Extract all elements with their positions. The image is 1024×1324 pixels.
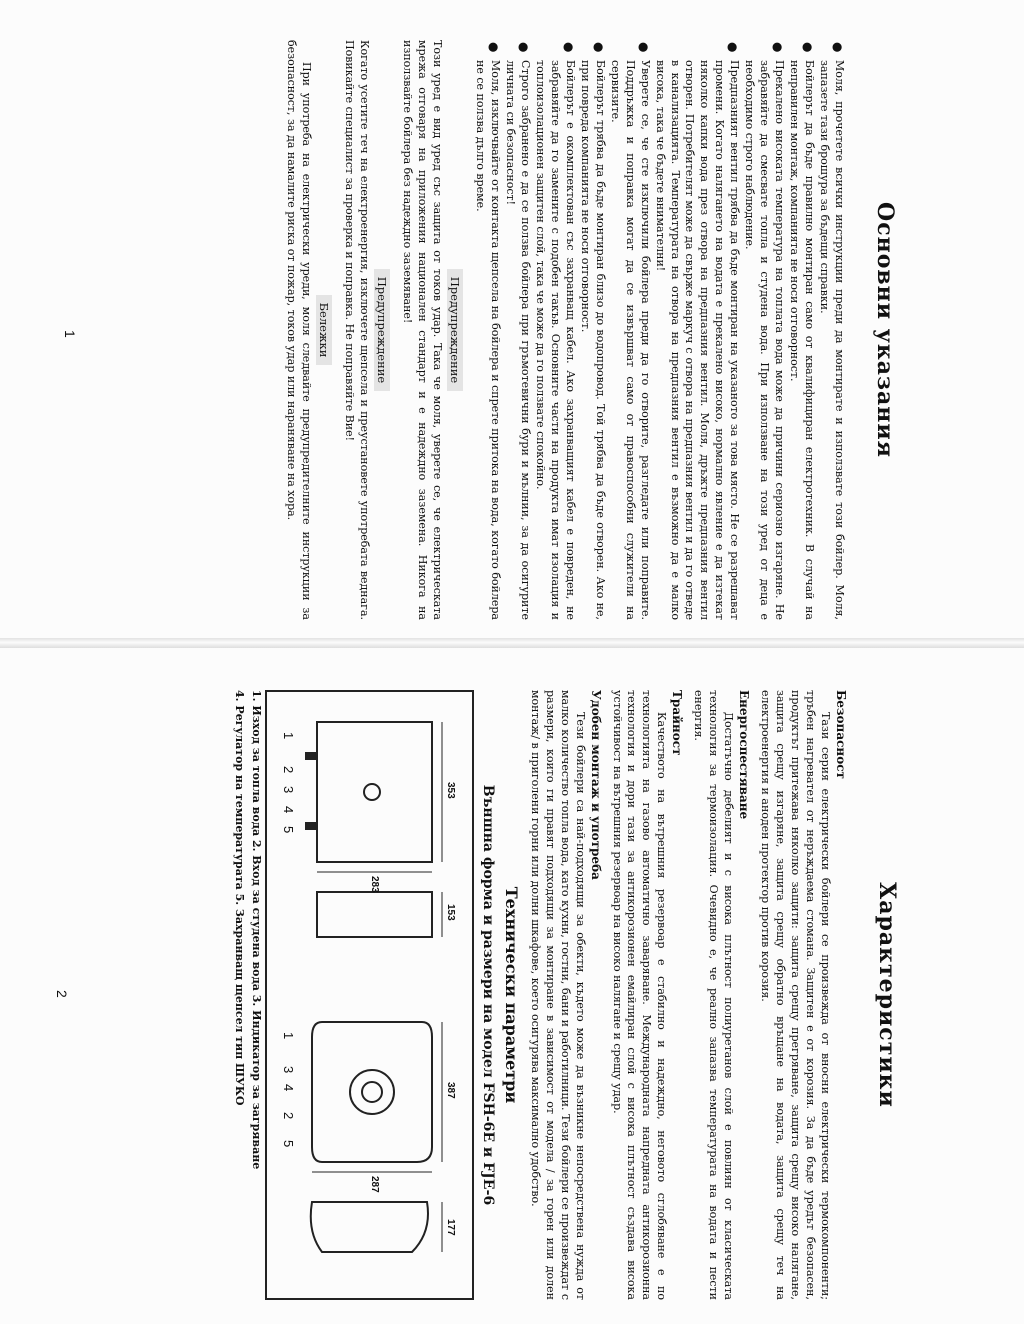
dial-outline xyxy=(350,1070,394,1114)
list-item: ● Бойлерът трябва да бъде монтиран близо до водопровод. Той трябва да бъде отворен. Ако не, при повреда компанията не носи отговорност. xyxy=(577,60,607,620)
warning-text: Този уред е вид уред със защита от токов удар. Така че моля, уверете се, че електрическата мрежа отговаря на приложения национален стандарт и е надеждно заземена. Никога на използвайте бойлера без надеждно заземяване! xyxy=(401,40,445,620)
warning-2-heading: Предупреждение xyxy=(375,40,389,620)
dimensions-drawing xyxy=(271,692,472,1298)
depth-label: 153 xyxy=(444,904,456,921)
page-1 xyxy=(38,40,898,620)
page-fold xyxy=(0,638,1024,648)
section-heading: Безопасност xyxy=(834,690,848,779)
temperature-knob-2 xyxy=(362,1082,382,1102)
list-item: ● Уверете се, че сте изключили бойлера преди да го отворите, разгледате или поправите. Поддръжка и поправка могат да се извършват само от правоспособни служители на сервизите. xyxy=(607,60,652,620)
callout-number: 5 xyxy=(280,826,296,834)
list-item: ● Прекалено високата температура на топлата вода може да причини сериозно изгаряне. Не забравяйте да смесвате топла и студена вода. При използване на този уред от деца е необходимо строго наблюдение. xyxy=(741,60,786,620)
section-text: Достатъчно дебелият и с висока плътност полиуретанов слой е повлиян от класическата технология за термоизолация. Очевидно е, че реално запазва температурата на водата и пести енергия. xyxy=(692,690,736,1300)
list-item: ● Предпазният вентил трябва да бъде монтиран на указаното за това място. Не се разрешават промени. Когато налягането на водата е прекалено високо, нормално явление е да изтекат няколко капки вода през отвора на предпазния вентил. Моля, дръжте предпазния вентил отворен. Потребителят може да свърже маркуч с отвора на предпазния вентил и да го отведе в канализацията. Температурата на отвора на предпазния вентил е възможно да е малко висока, така че бъдете внимателни! xyxy=(652,60,742,620)
temperature-knob xyxy=(364,784,380,800)
callout-number: 2 xyxy=(280,766,296,774)
instructions-list xyxy=(472,40,846,620)
hot-water-outlet xyxy=(305,752,317,760)
boiler-front-outline xyxy=(317,722,432,862)
section-heading: Трайност xyxy=(670,690,685,756)
section-text: Тази серия електрически бойлери се произвежда от вносни електрически термокомпоненти; тръбен нагревател от неръждаема стомана. Защитен е от корозия. За да бъде уредът безопасен, продуктът притежава няколко защити: защита срещу прегряване, защита срещу високо налягане, защита срещу изгаряне, защита срещу обратно връщане на водата, защита срещу теч на електроенергия и аноден протектор против корозия. xyxy=(759,690,832,1300)
width-label: 353 xyxy=(444,782,456,799)
callout-number: 4 xyxy=(280,1084,296,1092)
callout-number: 1 xyxy=(280,1032,296,1040)
section-heading: Енергоспестяване xyxy=(737,690,752,820)
section-text: Качеството на вътрешния резервоар е стабилно и надеждно, неговото сглобяване е по технологията на газово автоматично заваряване. Международната напредната антикорозионна технология и дори тази за антикорозионен емайлиран слой с висока плътност създава висока устойчивост на вътрешния резервоар на високо налягане и срещу удар. xyxy=(610,690,669,1300)
list-item: ● Моля, прочетете всички инструкции преди да монтирате и използвате този бойлер. Моля, запазете тази брошура за бъдещи справки. xyxy=(816,60,846,620)
figure-legend-line-2: 4. Регулатор на температурата 5. Захранващ щепсел тип ШУКО xyxy=(233,690,247,1106)
callout-number: 2 xyxy=(280,1112,296,1120)
page-number: 2 xyxy=(54,990,70,998)
boiler-2-front-outline xyxy=(312,1022,432,1162)
figure-legend-line-1: 1. Изход за топла вода 2. Вход за студена вода 3. Индикатор за загряване xyxy=(249,690,263,1170)
callout-number: 4 xyxy=(280,806,296,814)
warning-2-text: Когато усетите теч на електроенергия, изключете щепсела и преустановете употребата веднага. Повикайте специалист за проверка и поправка. Не поправяйте Вие! xyxy=(343,40,372,620)
cold-water-inlet xyxy=(305,822,317,830)
callout-number: 1 xyxy=(280,732,296,740)
list-item: ● Строго забранено е да се ползва бойлера при гръмотевични бури и мълнии, за да осигурите личната си безопасност! xyxy=(502,60,532,620)
notes-heading: Бележки xyxy=(317,40,331,620)
page-1-title: Основни указания xyxy=(872,202,898,458)
section-heading: Удобен монтаж и употреба xyxy=(588,690,603,880)
boiler-side-outline xyxy=(317,892,432,937)
page-2-title: Характеристики xyxy=(874,882,900,1108)
callout-number: 5 xyxy=(280,1140,296,1148)
callout-number: 3 xyxy=(280,1066,296,1074)
height-label: 283 xyxy=(368,876,380,893)
notes-text: При употреба на електрически уреди, моля следвайте предупредителните инструкции за безопасност, за да намалите риска от пожар, токов удар или нараняване на хора. xyxy=(285,40,314,620)
page-number: 1 xyxy=(62,330,78,338)
list-item: ● Моля, изключвайте от контакта щепсела на бойлера и спрете притока на вода, когато бойлера не се ползва дълго време. xyxy=(472,60,502,620)
boiler-2-side-outline xyxy=(311,1202,428,1252)
figure-title: Външна форма и размери на модел FSH-6E и FJE-6 xyxy=(479,784,496,1206)
tech-heading: Технически параметри xyxy=(501,886,521,1104)
dimensions-figure xyxy=(265,690,474,1300)
callout-number: 3 xyxy=(280,786,296,794)
height-2-label: 287 xyxy=(368,1176,380,1193)
list-item: ● Бойлерът е окомплектован със захранващ кабел. Ако захранващият кабел е повреден, не забравяйте да го замените с подобен такъв. Основните части на продукта имат изолация и топлоизолационен защитен слой, така че може да го ползвате спокойно. xyxy=(532,60,577,620)
list-item: ● Бойлерът да бъде правилно монтиран само от квалифициран електротехник. В случай на неправилен монтаж, компанията не носи отговорност. xyxy=(786,60,816,620)
warning-heading: Предупреждение xyxy=(448,40,462,620)
page-2 xyxy=(40,690,900,1300)
depth-2-label: 177 xyxy=(444,1219,456,1236)
section-text: Тези бойлери са най-подходящи за обекти, където може да възникне непосредствена нужда от малко количество топла вода, като кухни, гостни, бани и работилници. Тези бойлери се произвеждат с размери, които ги правят подходящи за монтиране в зависимост от модела / за горен или долен монтаж/ в приголени горни или долни шкафове, което осигурява максимално удобство. xyxy=(528,690,587,1300)
width-2-label: 387 xyxy=(444,1082,456,1099)
